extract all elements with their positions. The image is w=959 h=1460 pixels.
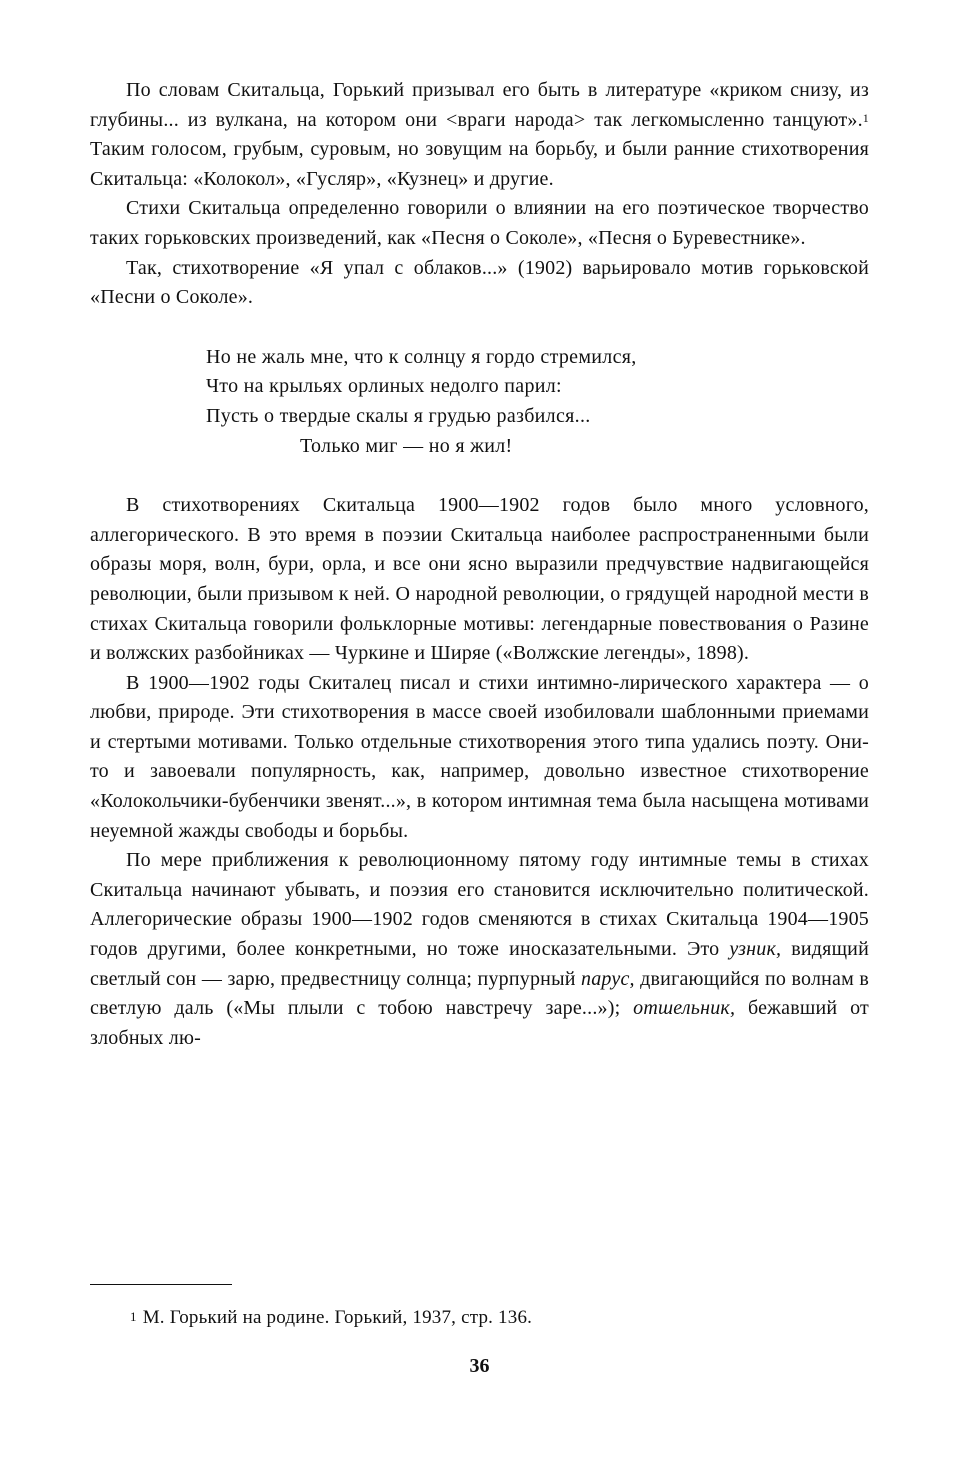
paragraph-1-tail: Таким голосом, грубым, суровым, но зовущим на борьбу, и были ранние стихотворения Скитальца: «Колокол», «Гусляр», «Кузнец» и другие. xyxy=(90,138,869,190)
footnote-divider xyxy=(90,1284,232,1285)
page-body xyxy=(90,76,869,1053)
poem-quote xyxy=(206,343,869,461)
page-number: 36 xyxy=(469,1355,490,1377)
paragraph-4: В стихотворениях Скитальца 1900—1902 годов было много условного, аллегорического. В это время в поэзии Скитальца наиболее распространенными были образы моря, волн, бури, орла, и все они ясно выразили предчувствие надвигающейся революции, были призывом к ней. О народной революции, о грядущей народной мести в стихах Скитальца говорили фольклорные мотивы: легендарные повествования о Разине и волжских разбойниках — Чуркине и Ширяе («Волжские легенды», 1898). xyxy=(90,494,869,665)
paragraph-6 xyxy=(90,846,869,1053)
emphasis-term: отшельник, xyxy=(633,997,736,1020)
footnote-ref[interactable]: 1 xyxy=(862,110,869,125)
poem-line: Что на крыльях орлиных недолго парил: xyxy=(206,375,562,398)
paragraph-6-text: По мере приближения к революционному пятому году интимные темы в стихах Скитальца начинают убывать, и поэзия его становится исключительно политической. Аллегорические образы 1900—1902 годов сменяются в стихах Скитальца 1904—1905 годов другими, более конкретными, но тоже иносказательными. Это xyxy=(90,849,869,961)
emphasis-term: парус, xyxy=(581,967,635,990)
paragraph-6-text: двигающийся по волнам в светлую даль («Мы плыли с тобою навстречу заре...»); xyxy=(90,967,870,1020)
poem-line: Но не жаль мне, что к солнцу я гордо стремился, xyxy=(206,345,637,368)
paragraph-1-text: По словам Скитальца, Горький призывал его быть в литературе «криком снизу, из глубины... из вулкана, на котором они <враги народа> так легкомысленно танцуют». xyxy=(90,79,869,131)
poem-line: Пусть о твердые скалы я грудью разбился... xyxy=(206,404,591,427)
paragraph-3: Так, стихотворение «Я упал с облаков...» (1902) варьировало мотив горьковской «Песни о Соколе». xyxy=(90,256,869,309)
footnote xyxy=(130,1305,532,1331)
poem-line: Только миг — но я жил! xyxy=(300,434,513,457)
paragraph-2: Стихи Скитальца определенно говорили о влиянии на его поэтическое творчество таких горьковских произведений, как «Песня о Соколе», «Песня о Буревестнике». xyxy=(90,197,869,249)
paragraph-6-text: видящий светлый сон — зарю, предвестницу солнца; пурпурный xyxy=(90,938,869,990)
footnote-mark: 1 xyxy=(130,1309,137,1324)
paragraph-5: В 1900—1902 годы Скиталец писал и стихи интимно-лирического характера — о любви, природе. Эти стихотворения в массе своей изобиловали шаблонными приемами и стертыми мотивами. Только отдельные стихотворения этого типа удались поэту. Они-то и завоевали популярность, как, например, довольно известное стихотворение «Колокольчики-бубенчики звенят...», в котором интимная тема была насыщена мотивами неуемной жажды свободы и борьбы. xyxy=(90,671,869,842)
paragraph-1 xyxy=(90,76,869,194)
footnote-text: М. Горький на родине. Горький, 1937, стр. 136. xyxy=(142,1307,533,1328)
emphasis-term: узник, xyxy=(729,938,782,961)
paragraph-6-text: бежавший от злобных лю- xyxy=(90,997,869,1049)
